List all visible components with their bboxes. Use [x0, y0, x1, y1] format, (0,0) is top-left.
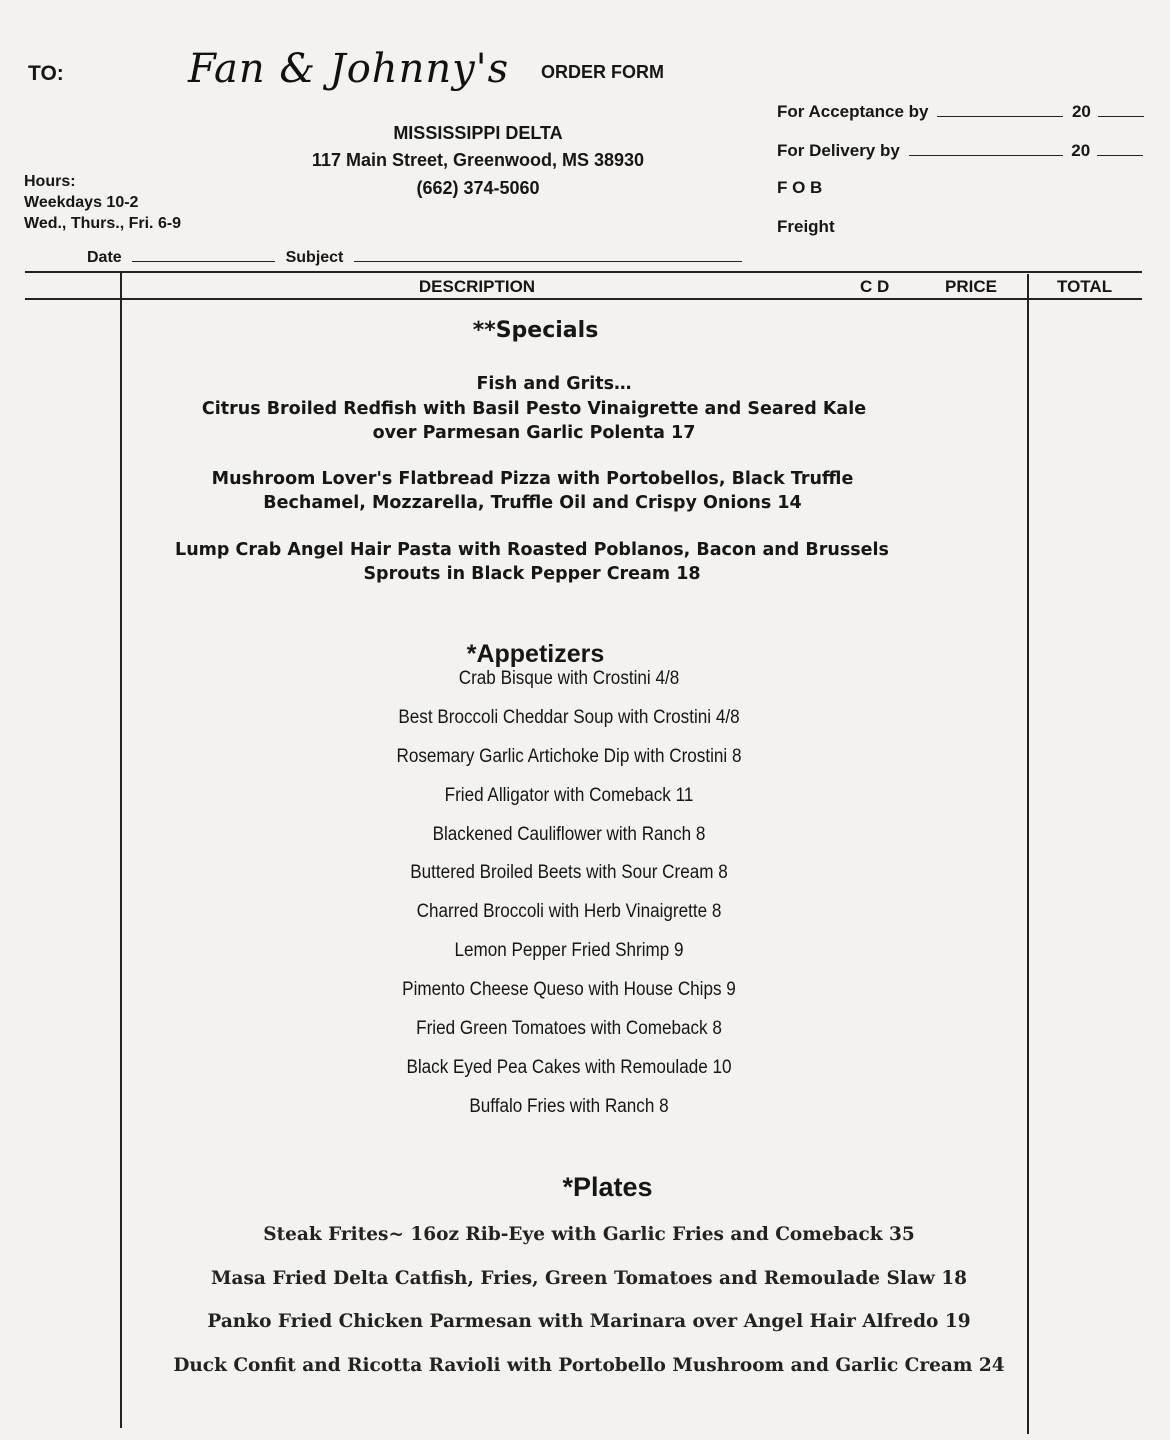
special-item: Lump Crab Angel Hair Pasta with Roasted Poblanos, Bacon and Brussels Sprouts in Black Pepper Cream 18 [175, 540, 889, 584]
list-item: Panko Fried Chicken Parmesan with Marinara over Angel Hair Alfredo 19 [207, 1311, 971, 1332]
list-item: Blackened Cauliflower with Ranch 8 [432, 823, 706, 845]
list-item: Fried Green Tomatoes with Comeback 8 [416, 1018, 722, 1040]
list-item: Charred Broccoli with Herb Vinaigrette 8 [416, 901, 722, 923]
delivery-row [777, 139, 1143, 161]
form-title: ORDER FORM [541, 62, 664, 82]
acceptance-label: For Acceptance by [777, 102, 929, 121]
plates-list [121, 1220, 1057, 1394]
table-top-rule [25, 271, 1142, 273]
subject-label: Subject [285, 249, 344, 266]
specials-title: **Specials [472, 318, 599, 343]
delivery-year-field[interactable] [1097, 139, 1143, 156]
plates-title: *Plates [562, 1172, 653, 1202]
list-item: Black Eyed Pea Cakes with Remoulade 10 [406, 1056, 732, 1078]
subject-field[interactable] [354, 245, 742, 262]
list-item: Crab Bisque with Crostini 4/8 [458, 668, 680, 689]
list-item: Fried Alligator with Comeback 11 [444, 784, 694, 806]
delivery-year-prefix: 20 [1071, 141, 1091, 160]
delivery-date-field[interactable] [909, 139, 1063, 156]
freight-label: Freight [777, 217, 835, 236]
date-field[interactable] [132, 245, 275, 262]
acceptance-row [777, 100, 1144, 122]
date-row [87, 245, 742, 267]
column-total: TOTAL [1057, 277, 1113, 296]
acceptance-year-field[interactable] [1098, 100, 1144, 117]
list-item: Best Broccoli Cheddar Soup with Crostini 4/8 [398, 706, 740, 728]
hours-weekdays: Weekdays 10-2 [24, 194, 139, 211]
hours-evenings: Wed., Thurs., Fri. 6-9 [24, 215, 182, 232]
list-item: Pimento Cheese Queso with House Chips 9 [402, 979, 736, 1001]
table-header-rule [25, 298, 1142, 300]
special-item: Fish and Grits… [476, 374, 632, 394]
restaurant-logo: Fan & Johnny's [188, 46, 510, 92]
special-item: Citrus Broiled Redfish with Basil Pesto Vinaigrette and Seared Kale over Parmesan Garlic Polenta 17 [201, 399, 867, 443]
to-label: TO: [28, 62, 64, 85]
acceptance-date-field[interactable] [937, 100, 1063, 117]
list-item: Duck Confit and Ricotta Ravioli with Portobello Mushroom and Garlic Cream 24 [173, 1354, 1005, 1376]
delivery-label: For Delivery by [777, 141, 900, 160]
region-label: MISSISSIPPI DELTA [393, 123, 563, 143]
appetizers-title: *Appetizers [466, 640, 605, 668]
column-description: DESCRIPTION [418, 277, 536, 296]
list-item: Steak Frites~ 16oz Rib-Eye with Garlic Fries and Comeback 35 [263, 1224, 915, 1245]
list-item: Buffalo Fries with Ranch 8 [469, 1095, 669, 1117]
list-item: Rosemary Garlic Artichoke Dip with Crostini 8 [396, 745, 742, 767]
date-label: Date [87, 249, 122, 266]
special-item: Mushroom Lover's Flatbread Pizza with Portobellos, Black Truffle Bechamel, Mozzarella, Truffle Oil and Crispy Onions 14 [211, 469, 854, 513]
fob-label: F O B [777, 178, 823, 197]
address-text: 117 Main Street, Greenwood, MS 38930 [311, 150, 645, 170]
column-price: PRICE [945, 277, 997, 296]
hours-label: Hours: [24, 173, 76, 190]
phone-text: (662) 374-5060 [416, 178, 540, 198]
list-item: Buttered Broiled Beets with Sour Cream 8 [410, 862, 728, 884]
column-cd: C D [860, 277, 890, 296]
list-item: Masa Fried Delta Catfish, Fries, Green Tomatoes and Remoulade Slaw 18 [211, 1267, 967, 1289]
acceptance-year-prefix: 20 [1071, 102, 1091, 121]
list-item: Lemon Pepper Fried Shrimp 9 [454, 940, 684, 962]
appetizers-list [121, 666, 1017, 1133]
